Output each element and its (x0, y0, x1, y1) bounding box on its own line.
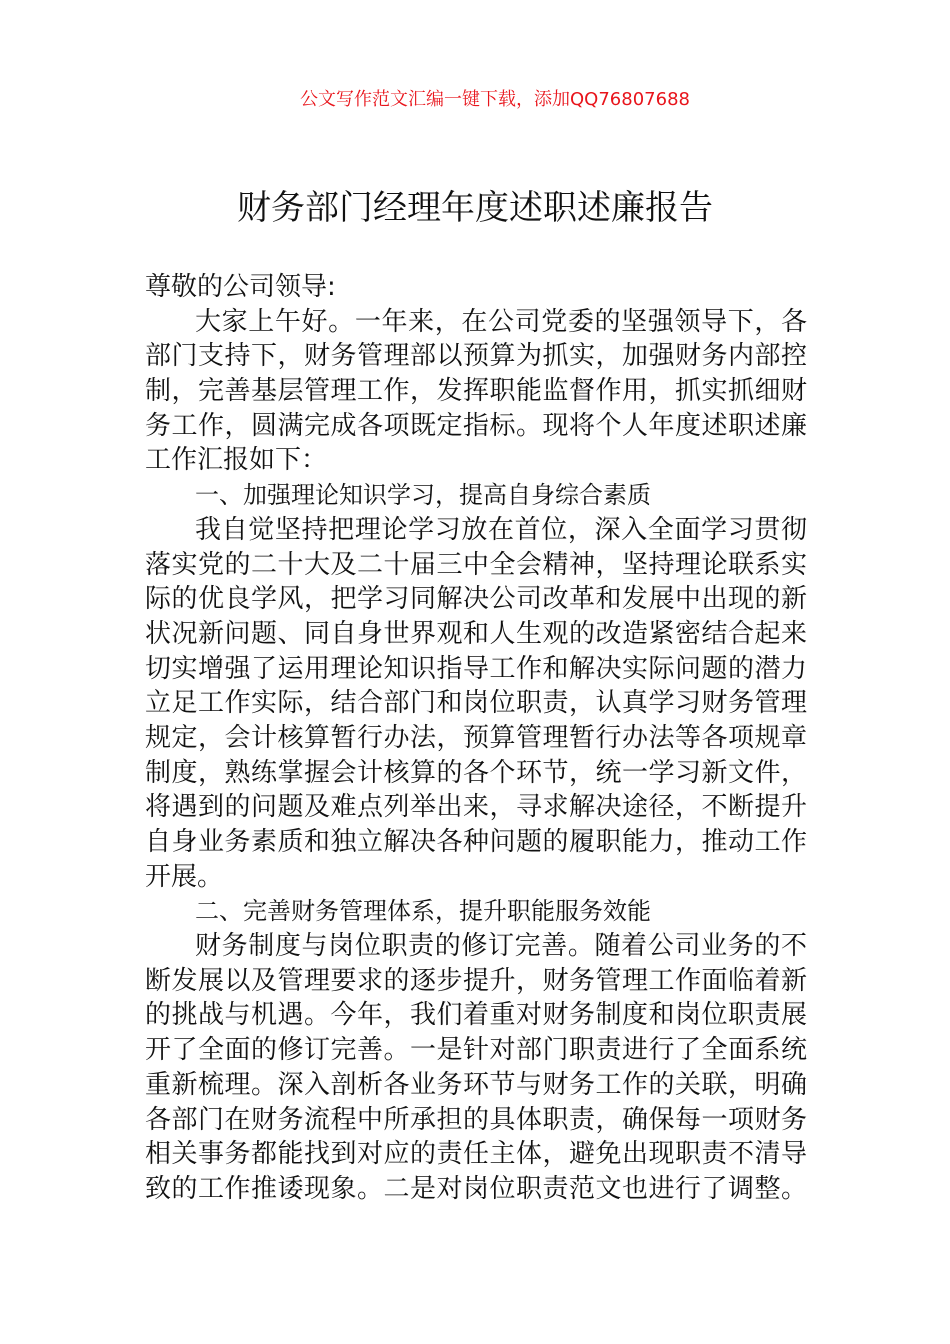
section-heading: 一、加强理论知识学习，提高自身综合素质 (195, 481, 651, 510)
paragraph-line: 重新梳理。深入剖析各业务环节与财务工作的关联，明确 (145, 1069, 807, 1100)
paragraph-line: 自身业务素质和独立解决各种问题的履职能力，推动工作 (145, 827, 807, 857)
paragraph-line: 切实增强了运用理论知识指导工作和解决实际问题的潜力 (145, 653, 807, 684)
document-body (145, 270, 807, 1207)
paragraph-line: 制度，熟练掌握会计核算的各个环节，统一学习新文件， (145, 757, 807, 788)
paragraph-line: 各部门在财务流程中所承担的具体职责，确保每一项财务 (145, 1104, 807, 1135)
section-heading: 二、完善财务管理体系，提升职能服务效能 (195, 897, 651, 926)
paragraph-line: 制，完善基层管理工作，发挥职能监督作用，抓实抓细财 (145, 376, 807, 407)
paragraph-line: 相关事务都能找到对应的责任主体，避免出现职责不清导 (145, 1139, 807, 1170)
paragraph-line: 状况新问题、同自身世界观和人生观的改造紧密结合起来 (145, 618, 807, 649)
document-title: 财务部门经理年度述职述廉报告 (237, 188, 713, 228)
paragraph-line: 大家上午好。一年来，在公司党委的坚强领导下，各 (195, 306, 807, 337)
paragraph-line: 财务制度与岗位职责的修订完善。随着公司业务的不 (195, 931, 807, 962)
paragraph-line: 落实党的二十大及二十届三中全会精神，坚持理论联系实 (145, 549, 807, 580)
paragraph-line: 际的优良学风，把学习同解决公司改革和发展中出现的新 (145, 584, 807, 615)
paragraph-line: 务工作，圆满完成各项既定指标。现将个人年度述职述廉 (145, 410, 807, 441)
paragraph-line: 规定，会计核算暂行办法，预算管理暂行办法等各项规章 (145, 722, 807, 753)
paragraph-line: 我自觉坚持把理论学习放在首位，深入全面学习贯彻 (195, 514, 807, 545)
paragraph-line: 致的工作推诿现象。二是对岗位职责范文也进行了调整。 (145, 1173, 807, 1204)
paragraph-line: 尊敬的公司领导: (145, 272, 336, 302)
paragraph-line: 立足工作实际，结合部门和岗位职责，认真学习财务管理 (145, 688, 807, 719)
paragraph-line: 断发展以及管理要求的逐步提升，财务管理工作面临着新 (145, 965, 807, 996)
paragraph-line: 的挑战与机遇。今年，我们着重对财务制度和岗位职责展 (145, 1000, 807, 1031)
paragraph-line: 开展。 (145, 861, 224, 892)
paragraph-line: 部门支持下，财务管理部以预算为抓实，加强财务内部控 (145, 341, 807, 372)
paragraph-line: 工作汇报如下： (145, 445, 328, 476)
promo-watermark-link[interactable]: 公文写作范文汇编一键下载，添加QQ76807688 (300, 89, 690, 110)
paragraph-line: 将遇到的问题及难点列举出来，寻求解决途径，不断提升 (145, 792, 807, 823)
paragraph-line: 开了全面的修订完善。一是针对部门职责进行了全面系统 (145, 1035, 807, 1066)
